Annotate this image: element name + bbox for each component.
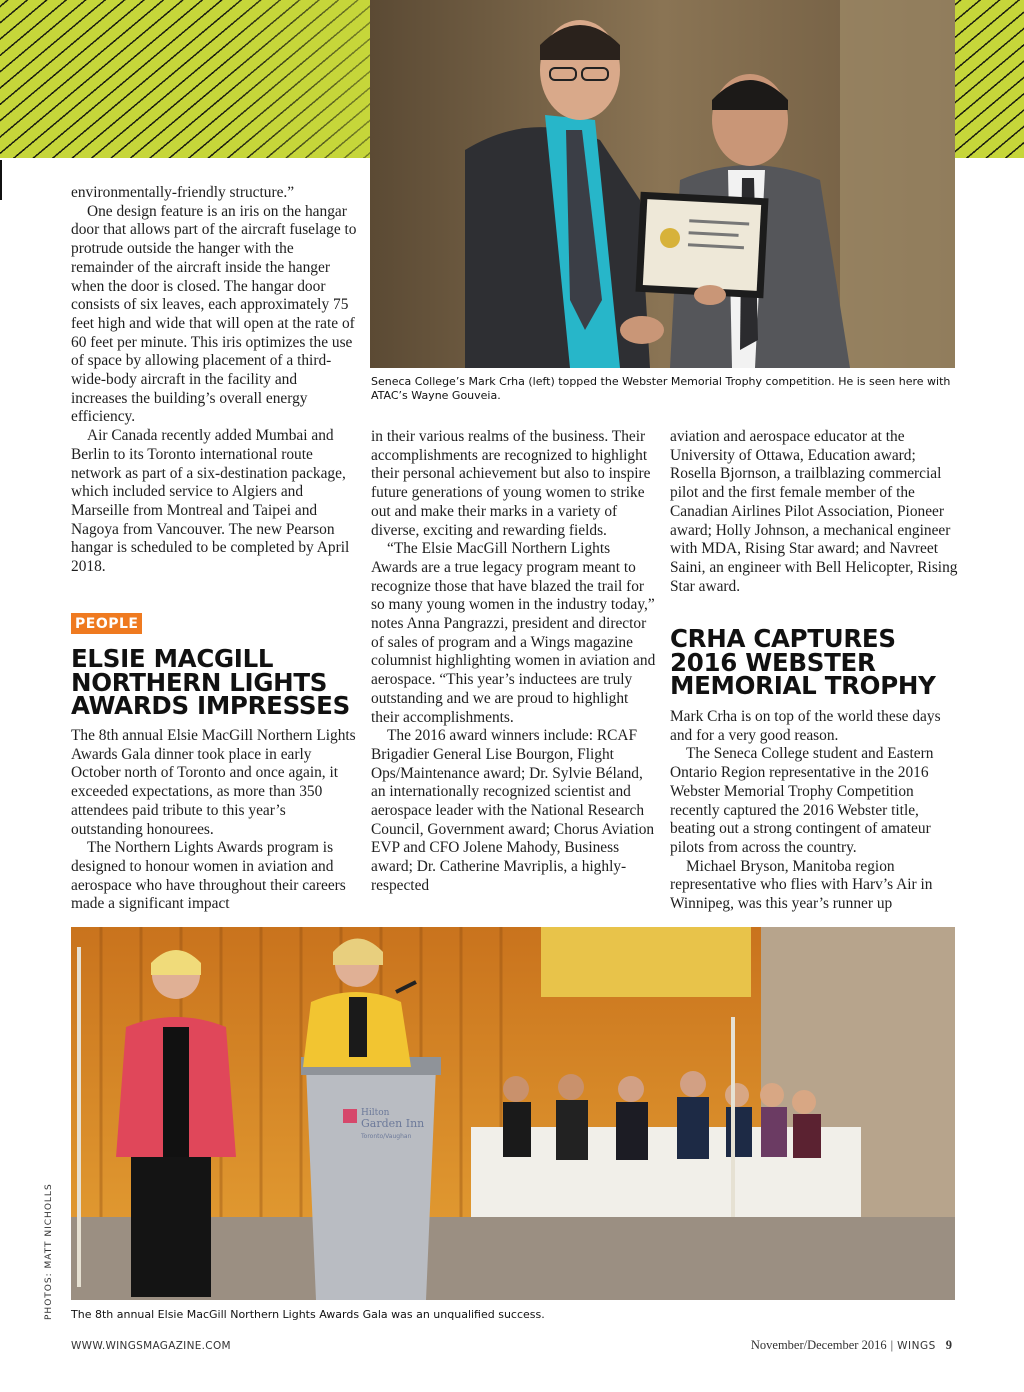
paragraph: aviation and aerospace educator at the University of Ottawa, Education award; Rosella Bjornson, a trailblazing commercial pilot and the first female member of the Canadian Airlines Pilot Association, Pioneer award; Holly Johnson, a mechanical engineer with MDA, Rising Star award; and Navreet Saini, an engineer with Bell Helicopter, Rising Star award. [670,428,958,595]
paragraph: Air Canada recently added Mumbai and Berlin to its Toronto international route network as part of a six-destination package, which included service to Algiers and Marseille from Montreal and Taipei and Nagoya from Vancouver. The new Pearson hangar is scheduled to be completed by April 2018. [71,427,350,576]
paragraph: The Seneca College student and Eastern Ontario Region representative in the 2016 Webster Memorial Trophy Competition recently captured the 2016 Webster title, beating out a strong contingent of amateur pilots from across the country. [670,745,934,856]
magazine-name: WINGS [897,1340,936,1352]
paragraph: “The Elsie MacGill Northern Lights Awards are a true legacy program meant to recognize those that have blazed the trail for so many young women in the industry today,” notes Anna Pangrazzi, president and director of sales of program and a Wings magazine columnist highlighting women in aviation and aerospace. “This year’s inductees are truly outstanding and we are proud to highlight their accomplishments. [371,540,656,726]
article1-column-2 [371,428,659,896]
top-photo-caption: Seneca College’s Mark Crha (left) topped the Webster Memorial Trophy competition. He is seen here with ATAC’s Wayne Gouveia. [371,375,951,402]
page-number: 9 [945,1338,952,1352]
column-1-top [71,184,357,577]
article-headline: ELSIE MACGILL NORTHERN LIGHTS AWARDS IMPRESSES [71,644,350,720]
edge-mark [0,160,2,200]
paragraph: The 2016 award winners include: RCAF Brigadier General Lise Bourgon, Flight Ops/Maintenance award; Dr. Sylvie Béland, an internationally recognized scientist and aerospace leader with the National Research Council, Government award; Chorus Aviation EVP and CFO Jolene Mahody, Business award; Dr. Catherine Mavriplis, a highly-respected [371,727,655,894]
paragraph: in their various realms of the business. Their accomplishments are recognized to highlight their personal achievement but also to inspire future generations of young women to strike out and make their marks in a variety of diverse, exciting and rewarding fields. [371,428,651,539]
article1-column-3 [670,428,958,596]
website-url: WWW.WINGSMAGAZINE.COM [71,1340,231,1352]
page-footer [751,1338,952,1353]
photo-credit: PHOTOS: MATT NICHOLLS [44,1183,54,1320]
header-stripe-fade [0,0,370,158]
article-headline-2: CRHA CAPTURES 2016 WEBSTER MEMORIAL TROPHY [670,624,936,700]
paragraph: Michael Bryson, Manitoba region representative who flies with Harv’s Air in Winnipeg, was this year’s runner up [670,857,933,913]
footer-separator: | [890,1338,894,1352]
paragraph: environmentally-friendly structure.” [71,184,295,201]
issue-date: November/December 2016 [750,1338,887,1352]
podium-brand-line1: Hilton [361,1108,390,1118]
paragraph: The Northern Lights Awards program is designed to honour women in aviation and aerospace who have throughout their careers made a significant impact [71,839,346,913]
paragraph: One design feature is an iris on the hangar door that allows part of the aircraft fuselage to protrude outside the hanger with the remainder of the aircraft inside the hanger when the door is closed. The hangar door consists of six leaves, each approximately 75 feet high and wide that will open at the rate of 60 feet per minute. This iris optimizes the use of space by allowing placement of a third-wide-body aircraft in the facility and increases the building’s overall energy efficiency. [71,202,357,426]
podium-brand-line2: Garden Inn [361,1117,425,1130]
article1-column-1 [71,727,357,914]
podium-brand-line3: Toronto/Vaughan [361,1133,412,1140]
bottom-photo-caption: The 8th annual Elsie MacGill Northern Lights Awards Gala was an unqualified success. [71,1308,545,1321]
section-tag: PEOPLE [71,613,142,634]
gala-stage-photo [71,927,955,1300]
article2-body [670,708,958,914]
award-presentation-photo [370,0,955,368]
paragraph: The 8th annual Elsie MacGill Northern Lights Awards Gala dinner took place in early October north of Toronto and once again, it exceeded expectations, as more than 350 attendees paid tribute to this year’s outstanding honourees. [71,727,356,838]
paragraph: Mark Crha is on top of the world these days and for a very good reason. [670,708,941,744]
